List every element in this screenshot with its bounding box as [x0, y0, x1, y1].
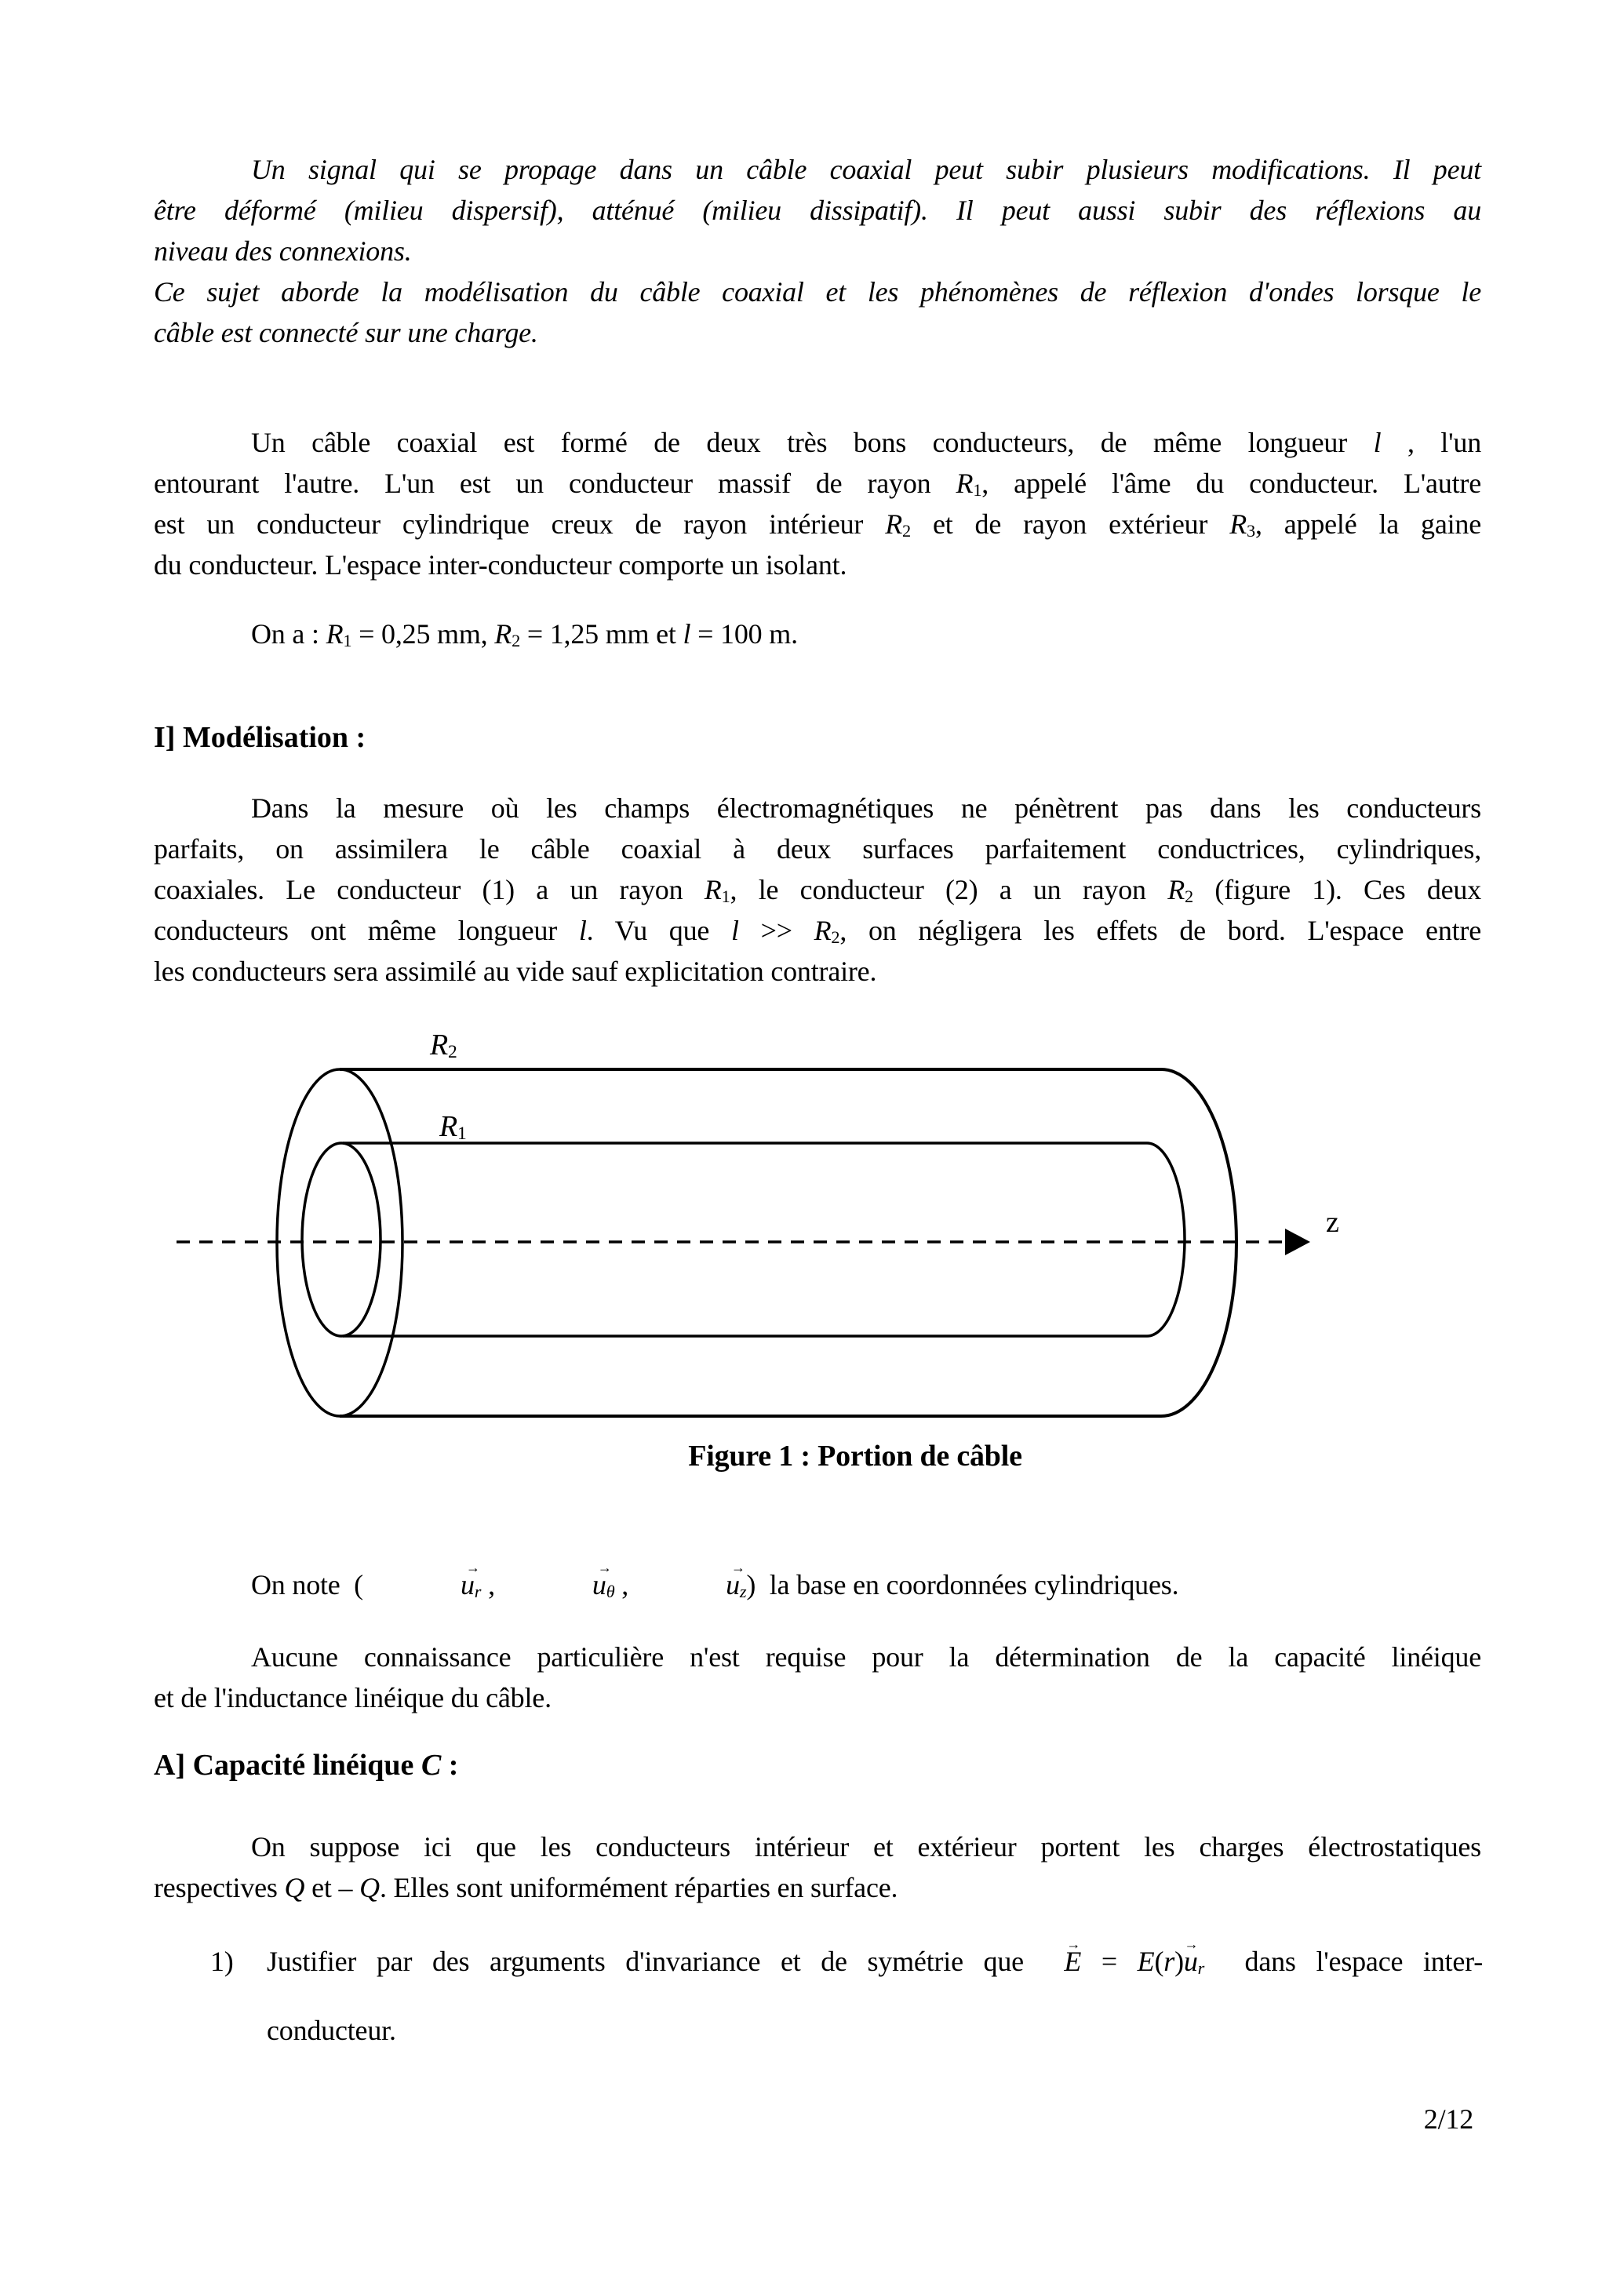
section-heading-capacite: A] Capacité linéique C :	[154, 1749, 459, 1782]
cable-description-paragraph	[154, 422, 1481, 585]
prelim-note-paragraph	[154, 1637, 1481, 1718]
question-1-marker: 1)	[210, 1946, 234, 1977]
modelisation-paragraph	[154, 788, 1481, 992]
text-line: entourant l'autre. L'un est un conducteur massif de rayon $R_1$, appelé l'âme du conducteur. L'autre	[154, 468, 1481, 501]
section-heading-modelisation: I] Modélisation :	[154, 721, 366, 754]
text-line: niveau des connexions.	[154, 235, 412, 267]
text-line: parfaits, on assimilera le câble coaxial à deux surfaces parfaitement conductrices, cylindriques,	[154, 833, 1481, 865]
figure-caption: Figure 1 : Portion de câble	[688, 1440, 1022, 1473]
z-axis-arrowhead	[1285, 1229, 1310, 1255]
text-line: du conducteur. L'espace inter-conducteur comporte un isolant.	[154, 549, 847, 581]
text-line: Aucune connaissance particulière n'est requise pour la détermination de la capacité linéique	[251, 1641, 1481, 1673]
cylindrical-base-note: On note ( $u \to_r$ , $u \to_\theta$ , $u \to_z$) la base en coordonnées cylindriques.	[154, 1564, 1481, 1605]
figure-r1-label: $R_1$	[439, 1110, 467, 1145]
text-line: câble est connecté sur une charge.	[154, 317, 538, 348]
figure-z-axis-label: z	[1326, 1206, 1339, 1239]
text-line: les conducteurs sera assimilé au vide sauf explicitation contraire.	[154, 956, 877, 987]
text-line: Un câble coaxial est formé de deux très bons conducteurs, de même longueur l , l'un	[251, 427, 1481, 458]
charges-paragraph	[154, 1826, 1481, 1908]
intro-paragraph	[154, 149, 1481, 353]
text-line: Ce sujet aborde la modélisation du câble coaxial et les phénomènes de réflexion d'ondes lorsque le	[154, 276, 1481, 308]
text-line: est un conducteur cylindrique creux de rayon intérieur $R_2$ et de rayon extérieur $R_3$, appelé la gaine	[154, 508, 1481, 541]
text-line: et de l'inductance linéique du câble.	[154, 1682, 552, 1713]
text-line: respectives Q et – Q. Elles sont uniformément réparties en surface.	[154, 1872, 898, 1903]
figure-r2-label: $R_2$	[430, 1029, 457, 1063]
inner-cylinder-end-ellipse	[302, 1143, 381, 1336]
page-number: 2/12	[1423, 2103, 1473, 2135]
text-line: Dans la mesure où les champs électromagnétiques ne pénètrent pas dans les conducteurs	[251, 792, 1481, 824]
text-line: Un signal qui se propage dans un câble coaxial peut subir plusieurs modifications. Il peut	[251, 154, 1481, 185]
text-line: conducteurs ont même longueur l. Vu que $l >> R_2$, on négligera les effets de bord. L'espace entre	[154, 915, 1481, 948]
cable-diagram	[118, 1028, 1396, 1432]
inner-cylinder-body	[343, 1143, 1185, 1336]
given-values-line: On a : $R_1 = 0,25$ mm, $R_2 = 1,25$ mm et l = 100 m.	[251, 618, 798, 651]
text-line: être déformé (milieu dispersif), atténué (milieu dissipatif). Il peut aussi subir des réflexions au	[154, 195, 1481, 226]
question-1-text-line: Justifier par des arguments d'invariance et de symétrie que E → = $E(r)u \to_r$ dans l'espace inter-	[267, 1941, 1483, 1982]
text-line: On suppose ici que les conducteurs intérieur et extérieur portent les charges électrostatiques	[251, 1831, 1481, 1863]
text-line: coaxiales. Le conducteur (1) a un rayon $R_1$, le conducteur (2) a un rayon $R_2$ (figure 1). Ces deux	[154, 874, 1481, 907]
question-1-text-line: conducteur.	[267, 2015, 396, 2046]
